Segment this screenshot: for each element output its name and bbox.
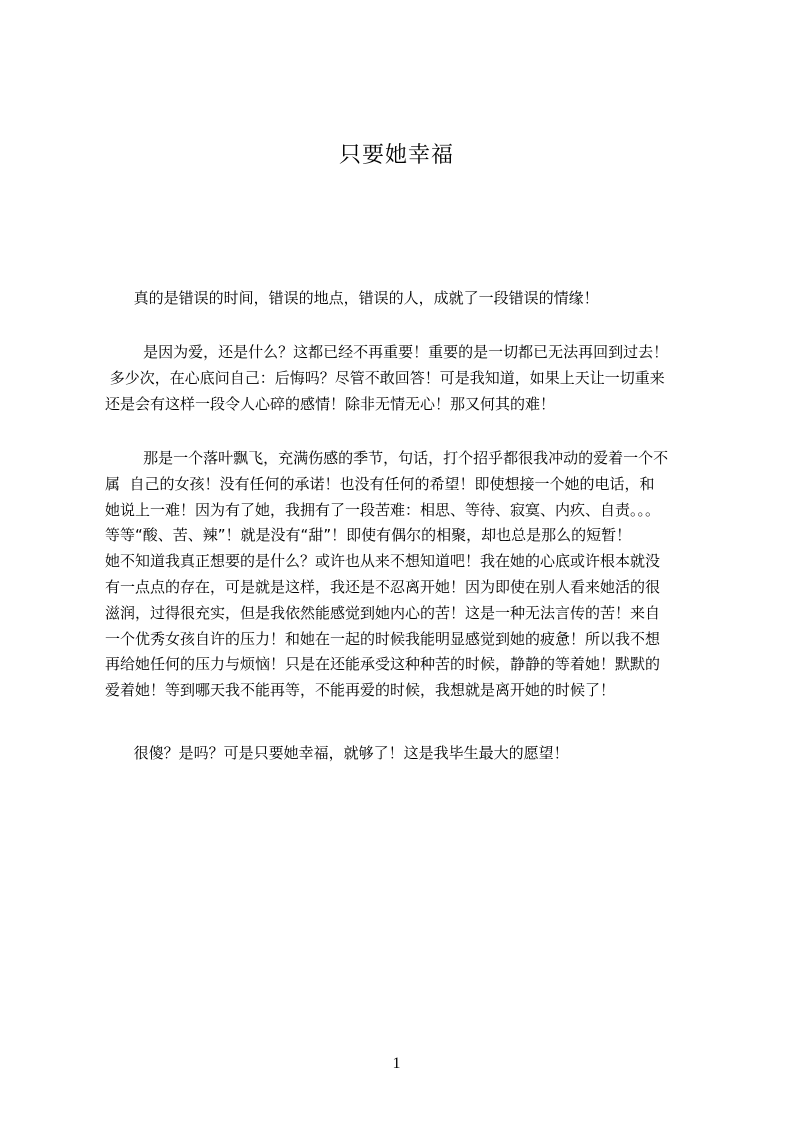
- text-line: 那是一个落叶飘飞，充满伤感的季节，句话，打个招乎都很我冲动的爱着一个不: [105, 449, 669, 467]
- text-line: 真的是错误的时间，错误的地点，错误的人，成就了一段错误的情缘！: [105, 289, 599, 307]
- text-line: 一个优秀女孩自许的压力！和她在一起的时候我能明显感觉到她的疲惫！所以我不想: [105, 629, 661, 648]
- paragraph-3: [105, 446, 698, 704]
- text-line: 很傻？是吗？可是只要她幸福，就够了！这是我毕生最大的愿望！: [105, 744, 569, 762]
- document-title: 只要她幸福: [338, 143, 454, 168]
- paragraph-1: [105, 286, 698, 312]
- text-line: 等等“酸、苦、辣”！就是没有“甜”！即使有偶尔的相聚，却也总是那么的短暂！: [105, 526, 632, 545]
- text-line: 再给她任何的压力与烦恼！只是在还能承受这种种苦的时候，静静的等着她！默默的: [105, 655, 661, 674]
- text-line: 她说上一难！因为有了她，我拥有了一段苦难：相思、等待、寂寞、内疚、自责。。。: [105, 500, 661, 519]
- text-line: 是因为爱，还是什么？这都已经不再重要！重要的是一切都已无法再回到过去！: [105, 343, 669, 361]
- paragraph-4: [105, 741, 698, 767]
- text-line: 属 自己的女孩！没有任何的承诺！也没有任何的希望！即使想接一个她的电话，和: [105, 474, 655, 493]
- text-line: 有一点点的存在，可是就是这样，我还是不忍离开她！因为即使在别人看来她活的很: [105, 577, 661, 596]
- text-line: 多少次，在心底问自己：后悔吗？尽管不敢回答！可是我知道，如果上天让一切重来: [105, 368, 665, 387]
- paragraph-2: [105, 340, 698, 417]
- text-line: 滋润，过得很充实，但是我依然能感觉到她内心的苦！这是一种无法言传的苦！来自: [105, 603, 661, 622]
- text-line: 她不知道我真正想要的是什么？或许也从来不想知道吧！我在她的心底或许根本就没: [105, 552, 661, 571]
- text-line: 爱着她！等到哪天我不能再等，不能再爱的时候，我想就是离开她的时候了！: [105, 681, 616, 700]
- page-number: 1: [392, 1055, 401, 1072]
- text-line: 还是会有这样一段令人心碎的感情！除非无情无心！那又何其的难！: [105, 394, 556, 413]
